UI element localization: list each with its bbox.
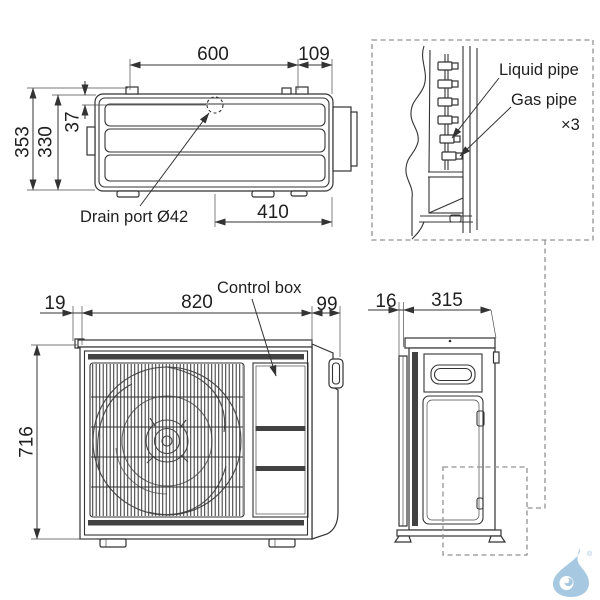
pipe-multiplier-label: ×3 (561, 116, 580, 134)
liquid-pipe-fitting (440, 135, 454, 143)
dim-330-label: 330 (35, 126, 57, 158)
dim-716-label: 716 (16, 426, 38, 458)
dim-410-label: 410 (257, 202, 289, 223)
brand-logo (553, 548, 589, 597)
front-view-drawing (75, 339, 343, 547)
dim-19-label: 19 (44, 293, 66, 314)
dim-16-label: 16 (375, 291, 397, 312)
dim-353-label: 353 (12, 126, 34, 158)
drain-port-label: Drain port Ø42 (80, 208, 189, 226)
fan-grille (91, 364, 243, 516)
water-drop-icon (553, 548, 589, 597)
dim-99-label: 99 (316, 294, 338, 315)
registered-trademark-symbol: ® (587, 551, 593, 558)
gas-pipe-fitting (442, 152, 456, 160)
control-box-label: Control box (217, 279, 302, 297)
liquid-pipe-label: Liquid pipe (499, 61, 579, 79)
dim-600-label: 600 (197, 44, 229, 65)
side-view-drawing (395, 338, 527, 555)
dim-37-label: 37 (62, 111, 84, 133)
dim-820-label: 820 (181, 292, 213, 313)
dim-315-label: 315 (431, 290, 463, 311)
gas-pipe-label: Gas pipe (511, 91, 578, 109)
top-view-drawing (82, 87, 357, 197)
pipe-fittings (438, 62, 462, 160)
dim-109-label: 109 (298, 44, 330, 65)
